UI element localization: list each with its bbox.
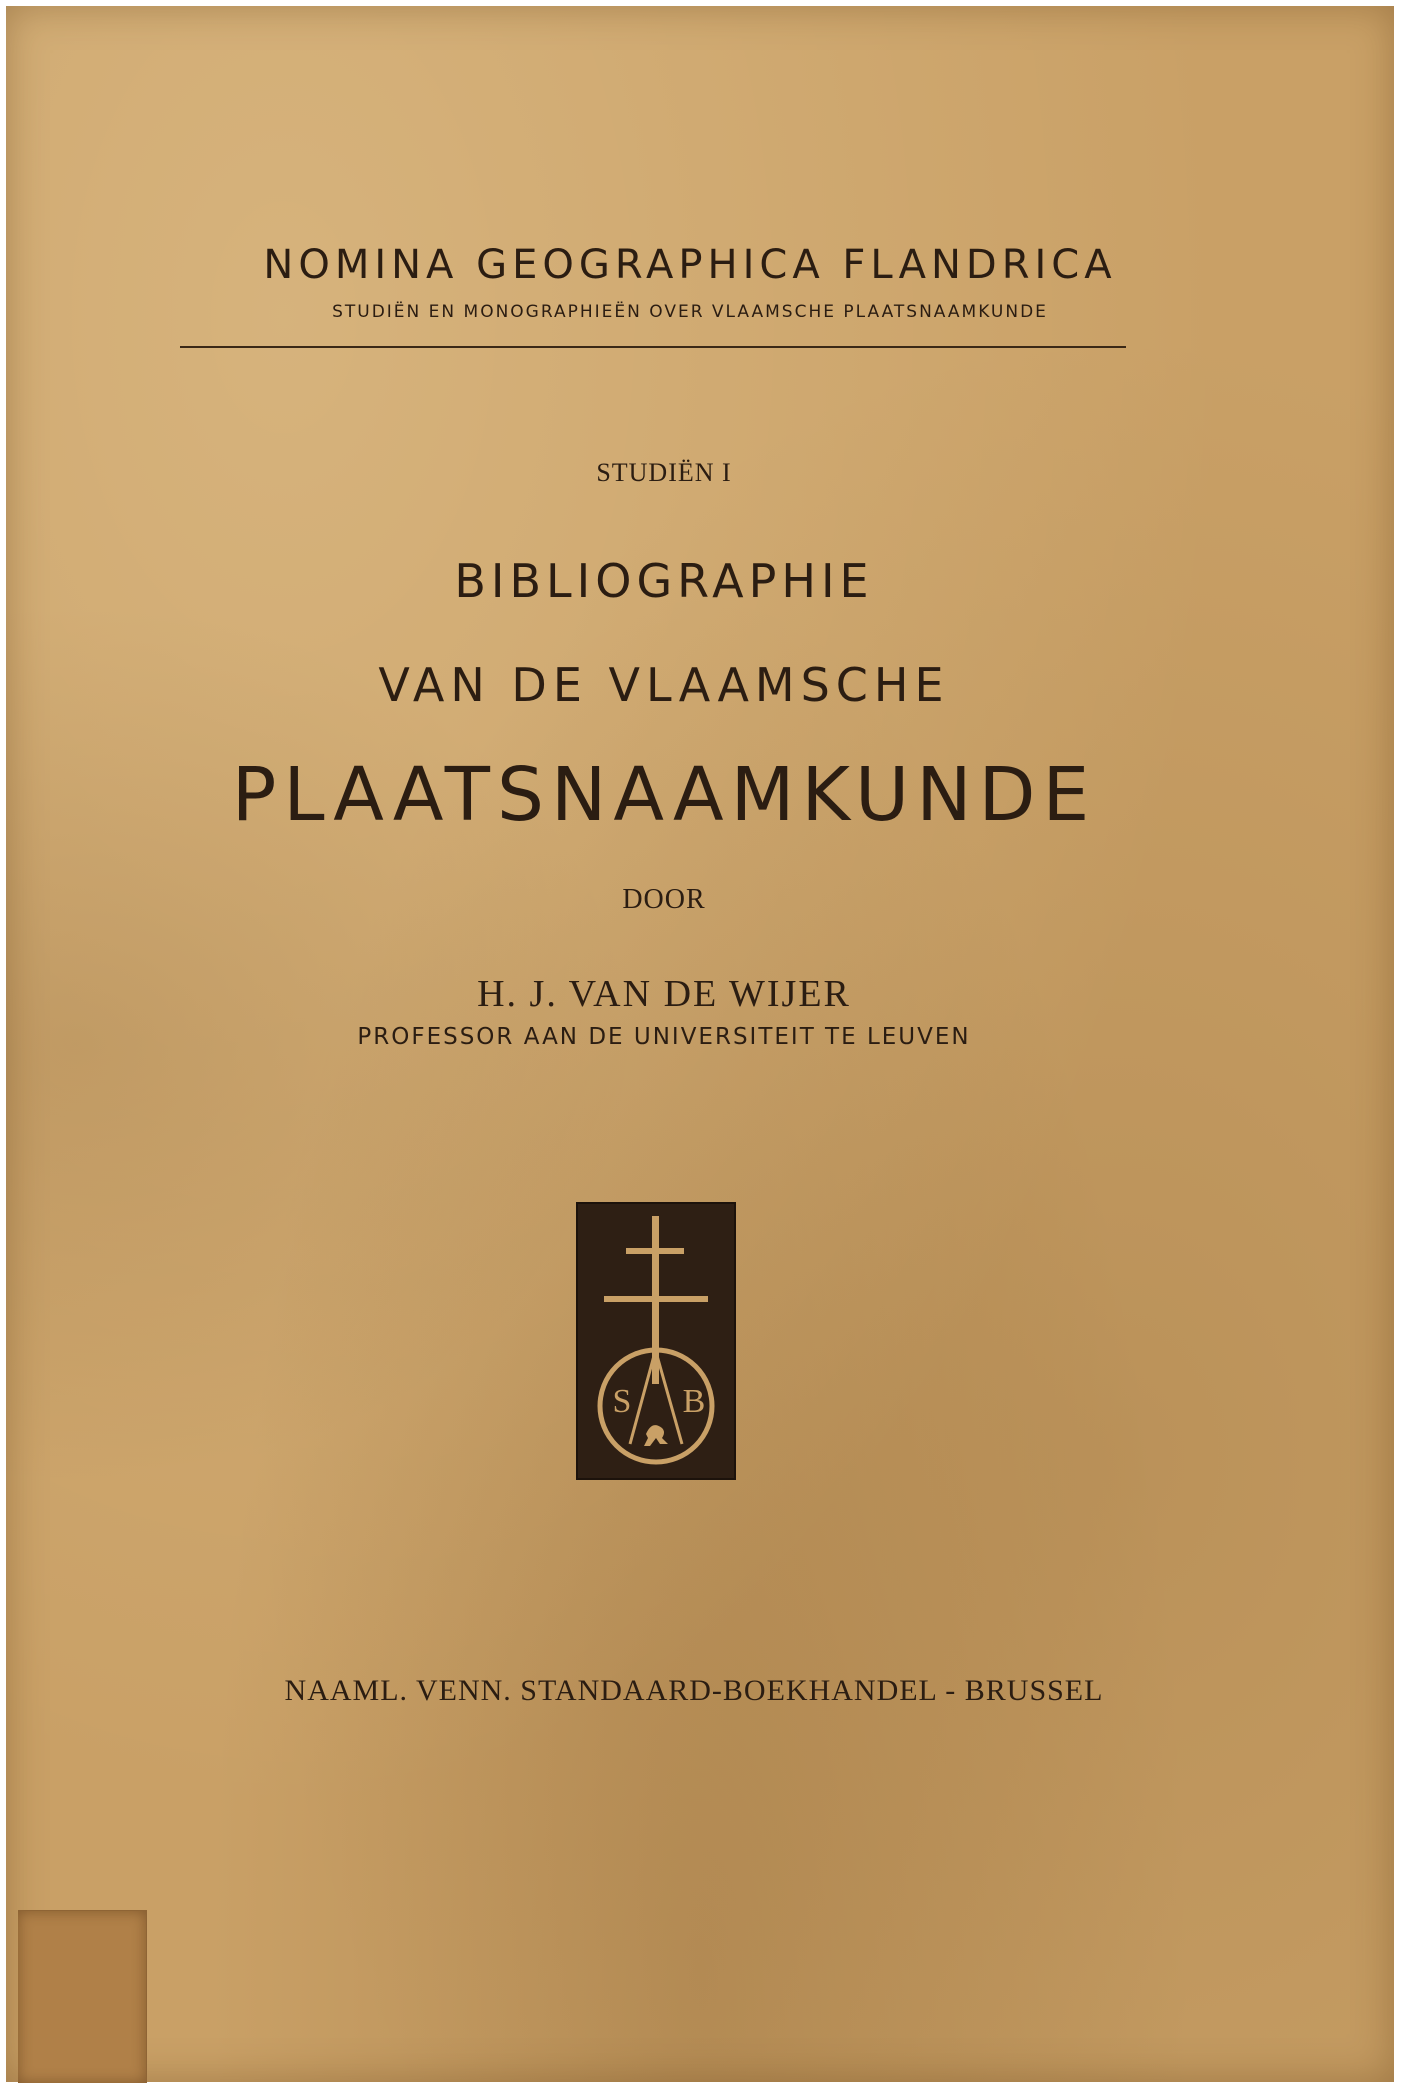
by-label: DOOR xyxy=(622,884,706,915)
emblem-letter-b: B xyxy=(682,1383,706,1420)
series-subtitle: STUDIËN EN MONOGRAPHIEËN OVER VLAAMSCHE PLAATSNAAMKUNDE xyxy=(332,302,1048,322)
emblem-letter-s: S xyxy=(612,1383,632,1420)
publisher-imprint: NAAML. VENN. STANDAARD-BOEKHANDEL - BRUSSEL xyxy=(284,1674,1104,1707)
book-title-line-3: PLAATSNAAMKUNDE xyxy=(231,752,1097,838)
book-title-line-1: BIBLIOGRAPHIE xyxy=(454,554,874,608)
divider-rule xyxy=(180,346,1126,348)
author-affiliation: PROFESSOR AAN DE UNIVERSITEIT TE LEUVEN xyxy=(357,1024,971,1050)
book-cover xyxy=(6,6,1394,2082)
book-title-line-2: VAN DE VLAAMSCHE xyxy=(378,658,950,712)
series-title: NOMINA GEOGRAPHICA FLANDRICA xyxy=(263,242,1117,288)
library-label-sticker xyxy=(18,1910,147,2083)
publisher-emblem-cross-icon xyxy=(576,1202,736,1480)
author-name: H. J. VAN DE WIJER xyxy=(477,973,851,1015)
volume-label: STUDIËN I xyxy=(596,458,732,487)
